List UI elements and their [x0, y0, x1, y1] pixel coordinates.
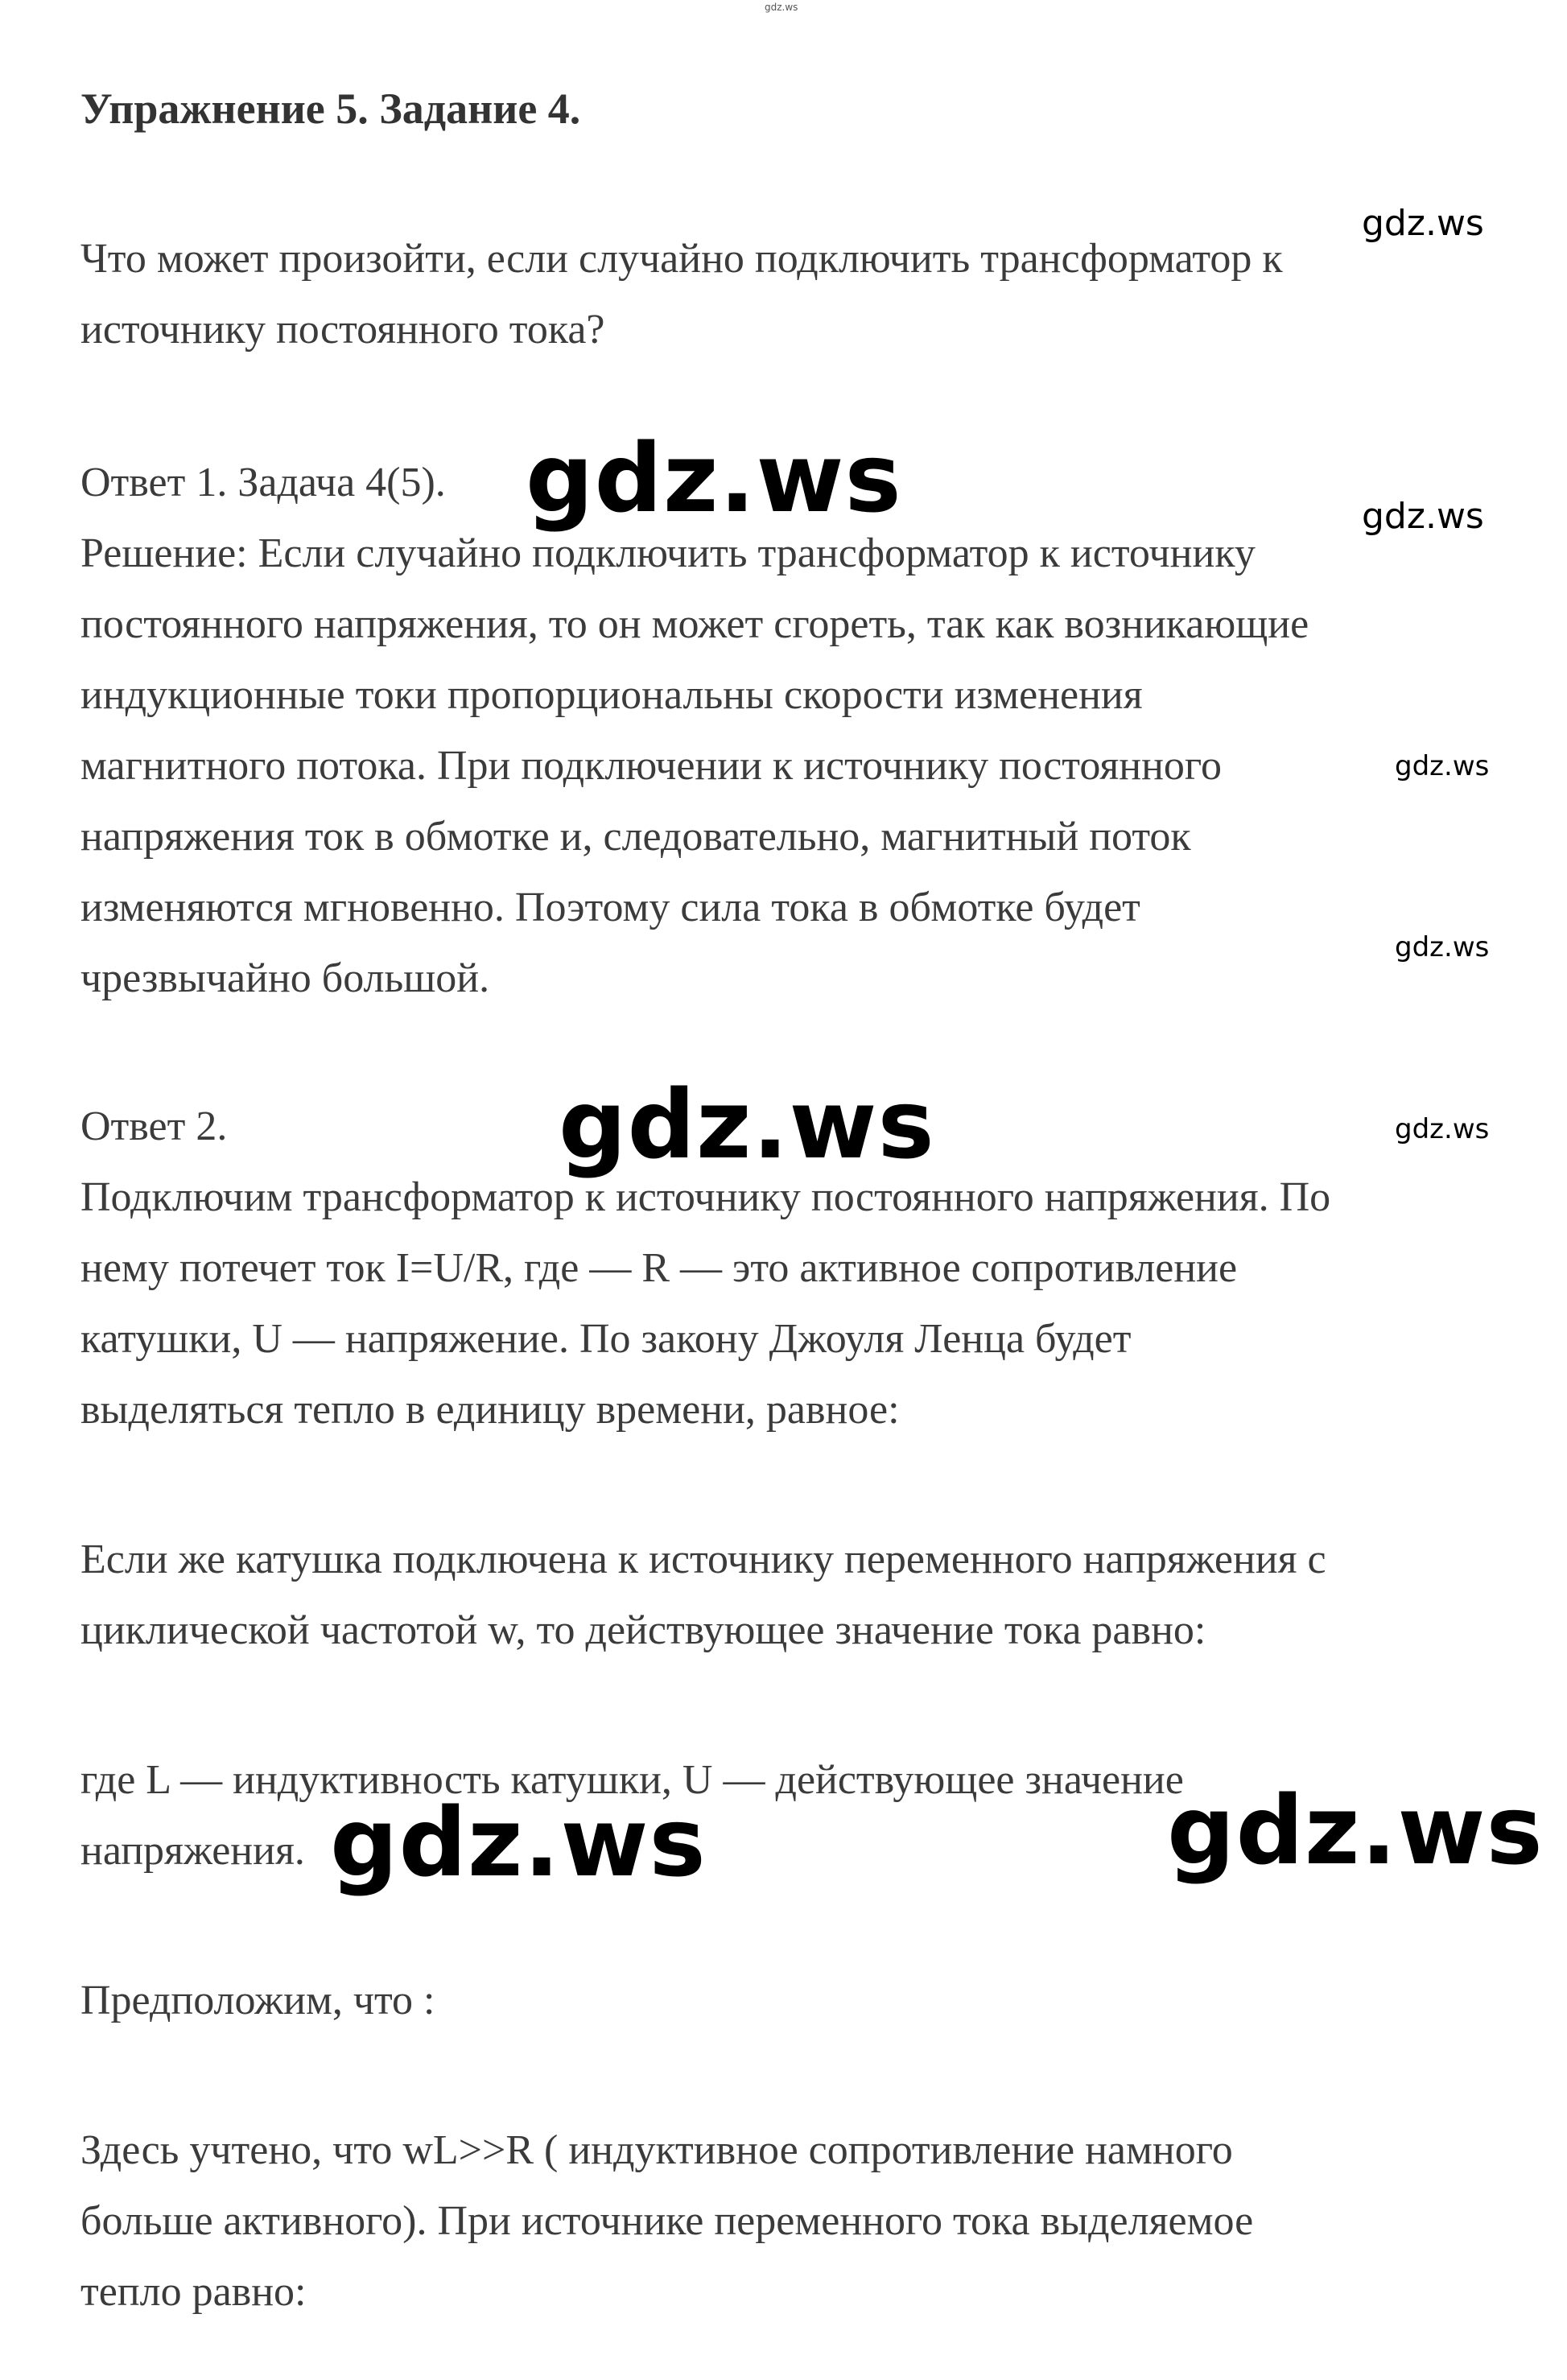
answer1-line: изменяются мгновенно. Поэтому сила тока в обмотке будет [80, 885, 1140, 930]
watermark: gdz.ws [1395, 1113, 1490, 1145]
answer2-line: Здесь учтено, что wL>>R ( индуктивное сопротивление намного [80, 2127, 1233, 2173]
watermark: gdz.ws [330, 1787, 707, 1898]
watermark: gdz.ws [1362, 496, 1484, 537]
answer2-line: циклической частотой w, то действующее значение тока равно: [80, 1607, 1206, 1653]
answer2-para1 [80, 1162, 1330, 1446]
answer2-label: Ответ 2. [80, 1103, 228, 1149]
header-watermark: gdz.ws [765, 2, 798, 13]
question-text [80, 224, 1283, 365]
watermark: gdz.ws [1362, 203, 1484, 244]
answer2-line: выделяться тепло в единицу времени, равное: [80, 1387, 900, 1433]
watermark: gdz.ws [1395, 931, 1490, 963]
watermark: gdz.ws [1167, 1775, 1544, 1886]
answer2-line: Если же катушка подключена к источнику переменного напряжения с [80, 1536, 1326, 1582]
answer2-line: напряжения. [80, 1828, 305, 1874]
answer2-line: тепло равно: [80, 2269, 307, 2315]
answer2-line: нему потечет ток I=U/R, где — R — это активное сопротивление [80, 1245, 1238, 1291]
watermark: gdz.ws [559, 1069, 935, 1180]
question-line: источнику постоянного тока? [80, 307, 605, 353]
answer2-line: больше активного). При источнике переменного тока выделяемое [80, 2198, 1254, 2244]
answer1-line: Решение: Если случайно подключить трансформатор к источнику [80, 530, 1256, 576]
answer1-label: Ответ 1. Задача 4(5). [80, 460, 446, 505]
answer2-para5 [80, 2115, 1253, 2328]
answer1-solution [80, 518, 1309, 1014]
answer2-para2 [80, 1524, 1326, 1666]
watermark: gdz.ws [1395, 750, 1490, 782]
answer1-line: постоянного напряжения, то он может сгореть, так как возникающие [80, 601, 1309, 647]
question-line: Что может произойти, если случайно подключить трансформатор к [80, 236, 1283, 282]
page-title: Упражнение 5. Задание 4. [80, 85, 581, 133]
answer1-line: чрезвычайно большой. [80, 955, 490, 1001]
watermark: gdz.ws [526, 423, 902, 534]
answer2-para4: Предположим, что : [80, 1978, 435, 2023]
answer1-line: индукционные токи пропорциональны скорости изменения [80, 672, 1143, 718]
answer2-line: Подключим трансформатор к источнику постоянного напряжения. По [80, 1174, 1331, 1220]
answer1-line: напряжения ток в обмотке и, следовательно, магнитный поток [80, 814, 1191, 860]
answer2-line: катушки, U — напряжение. По закону Джоуля Ленца будет [80, 1316, 1132, 1362]
answer2-line: где L — индуктивность катушки, U — действующее значение [80, 1757, 1184, 1803]
answer1-line: магнитного потока. При подключении к источнику постоянного [80, 743, 1222, 789]
